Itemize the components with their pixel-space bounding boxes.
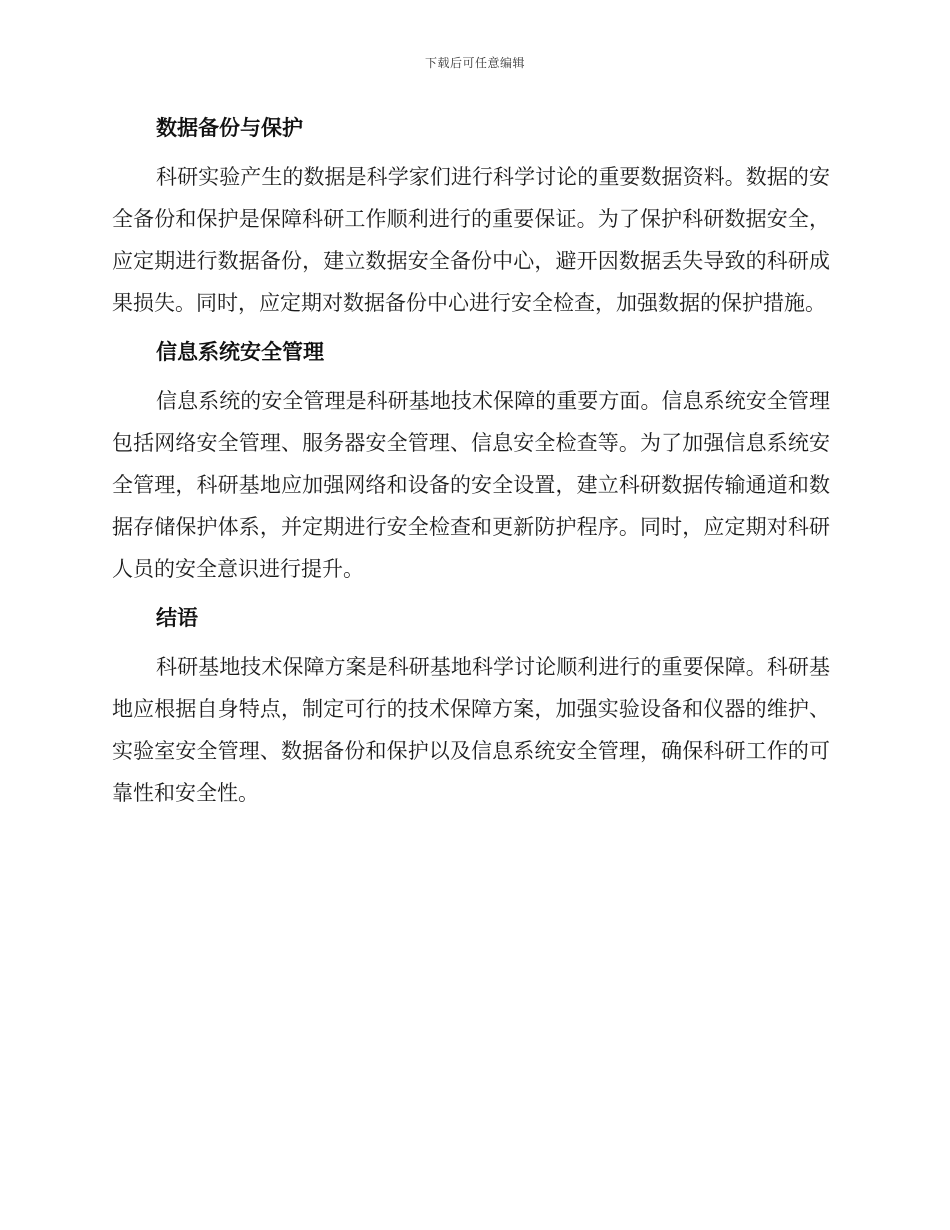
section-paragraph: 科研基地技术保障方案是科研基地科学讨论顺利进行的重要保障。科研基地应根据自身特点，制定可行的技术保障方案，加强实验设备和仪器的维护、实验室安全管理、数据备份和保护以及信息系统安全管理，确保科研工作的可靠性和安全性。 (112, 655, 830, 805)
section-heading: 结语 (156, 606, 198, 630)
section-paragraph: 科研实验产生的数据是科学家们进行科学讨论的重要数据资料。数据的安全备份和保护是保障科研工作顺利进行的重要保证。为了保护科研数据安全，应定期进行数据备份，建立数据安全备份中心，避开因数据丢失导致的科研成果损失。同时，应定期对数据备份中心进行安全检查，加强数据的保护措施。 (112, 165, 830, 315)
header-note: 下载后可任意编辑 (424, 56, 525, 70)
section-heading: 信息系统安全管理 (156, 340, 324, 364)
section-paragraph: 信息系统的安全管理是科研基地技术保障的重要方面。信息系统安全管理包括网络安全管理、服务器安全管理、信息安全检查等。为了加强信息系统安全管理，科研基地应加强网络和设备的安全设置，建立科研数据传输通道和数据存储保护体系，并定期进行安全检查和更新防护程序。同时，应定期对科研人员的安全意识进行提升。 (112, 389, 830, 581)
section-conclusion (112, 598, 830, 814)
section-info-system-security (112, 332, 830, 590)
section-heading: 数据备份与保护 (156, 116, 303, 140)
document-content (112, 108, 830, 822)
section-data-backup (112, 108, 830, 324)
